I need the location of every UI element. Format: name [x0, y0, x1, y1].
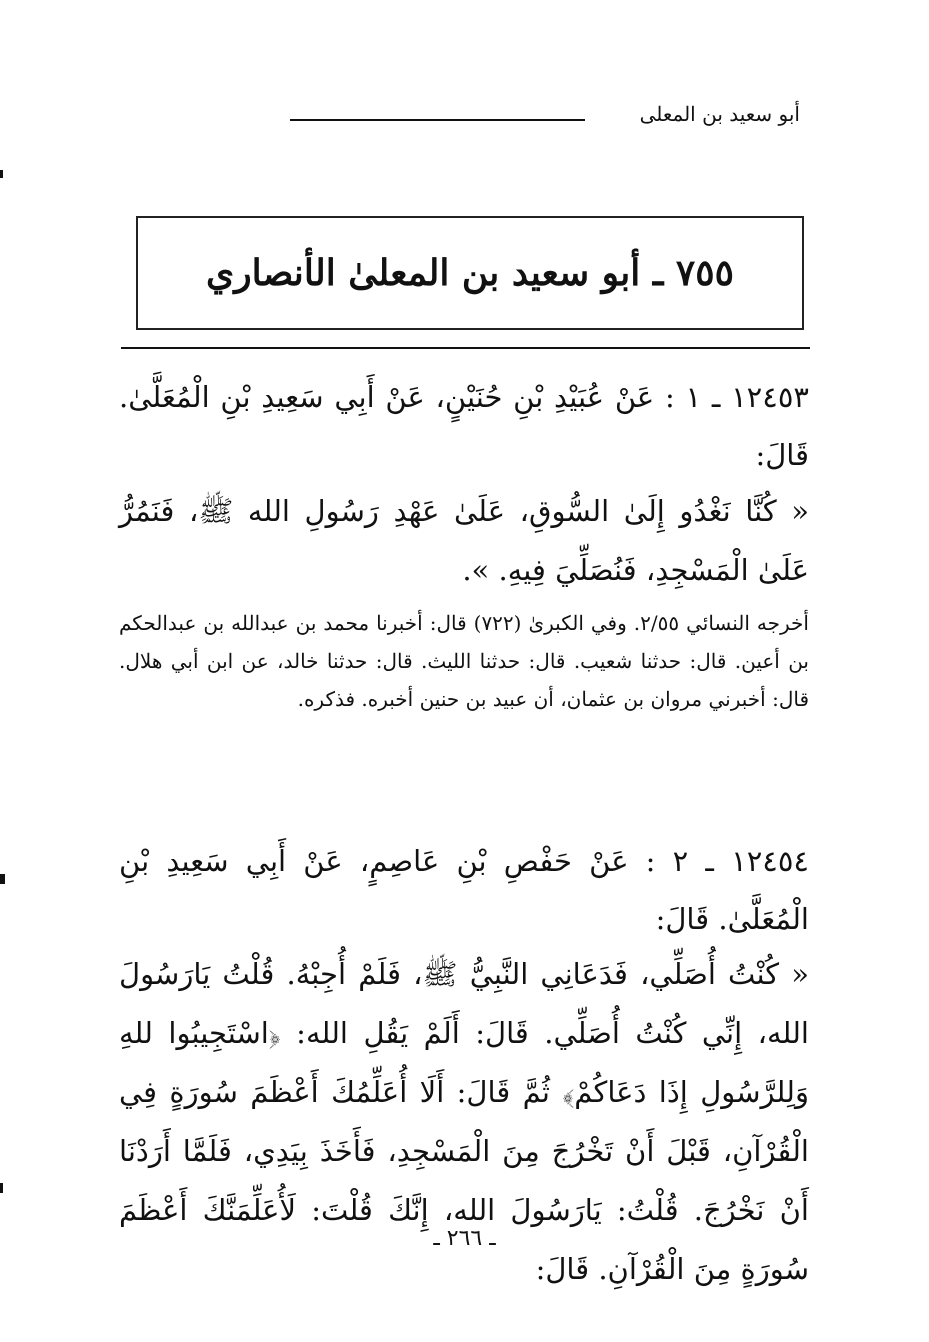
- hadith-1-takhrij: أخرجه النسائي ٢/٥٥. وفي الكبرىٰ (٧٢٢) قال: أخبرنا محمد بن عبدالله بن عبدالحكم بن أعين. قال: حدثنا شعيب. قال: حدثنا الليث. قال: حدثنا خالد، عن ابن أبي هلال. قال: أخبرني مروان بن عثمان، أن عبيد بن حنين أخبره. فذكره.: [119, 611, 809, 711]
- hadith-1-isnad: ١٢٤٥٣ ـ ١ : عَنْ عُبَيْدِ بْنِ حُنَيْنٍ، عَنْ أَبِي سَعِيدِ بْنِ الْمُعَلَّىٰ. قَالَ:: [119, 380, 809, 472]
- margin-mark: [0, 1183, 3, 1193]
- hadith-2-isnad: ١٢٤٥٤ ـ ٢ : عَنْ حَفْصِ بْنِ عَاصِمٍ، عَنْ أَبِي سَعِيدِ بْنِ الْمُعَلَّىٰ. قَالَ:: [119, 844, 810, 936]
- header-rule: [290, 119, 585, 121]
- chapter-title: ٧٥٥ ـ أبو سعيد بن المعلىٰ الأنصاري: [206, 252, 734, 294]
- section-divider: [121, 347, 810, 349]
- hadith-1-matn: « كُنَّا نَغْدُو إِلَىٰ السُّوقِ، عَلَىٰ عَهْدِ رَسُولِ الله ﷺ، فَنَمُرُّ عَلَىٰ الْمَسْجِدِ، فَنُصَلِّيَ فِيهِ. ».: [119, 494, 809, 587]
- margin-mark: [0, 170, 3, 178]
- page-number: ـ ٢٦٦ ـ: [433, 1226, 496, 1251]
- chapter-title-box: [136, 216, 804, 330]
- margin-mark: [0, 874, 5, 884]
- running-header: [280, 100, 800, 140]
- hadith-2-matn: « كُنْتُ أُصَلِّي، فَدَعَانِي النَّبِيُّ ﷺ، فَلَمْ أُجِبْهُ. قُلْتُ يَارَسُولَ الله، إِنِّي كُنْتُ أُصَلِّي. قَالَ: أَلَمْ يَقُلِ الله: ﴿اسْتَجِيبُوا للهِ وَلِلرَّسُولِ إِذَا دَعَاكُمْ﴾ ثُمَّ قَالَ: أَلَا أُعَلِّمُكَ أَعْظَمَ سُورَةٍ فِي الْقُرْآنِ، قَبْلَ أَنْ تَخْرُجَ مِنَ الْمَسْجِدِ، فَأَخَذَ بِيَدِي، فَلَمَّا أَرَدْنَا أَنْ نَخْرُجَ. قُلْتُ: يَارَسُولَ الله، إِنَّكَ قُلْتَ: لَأُعَلِّمَنَّكَ أَعْظَمَ سُورَةٍ مِنَ الْقُرْآنِ. قَالَ:: [119, 957, 809, 1286]
- running-title: أبو سعيد بن المعلى: [639, 102, 800, 126]
